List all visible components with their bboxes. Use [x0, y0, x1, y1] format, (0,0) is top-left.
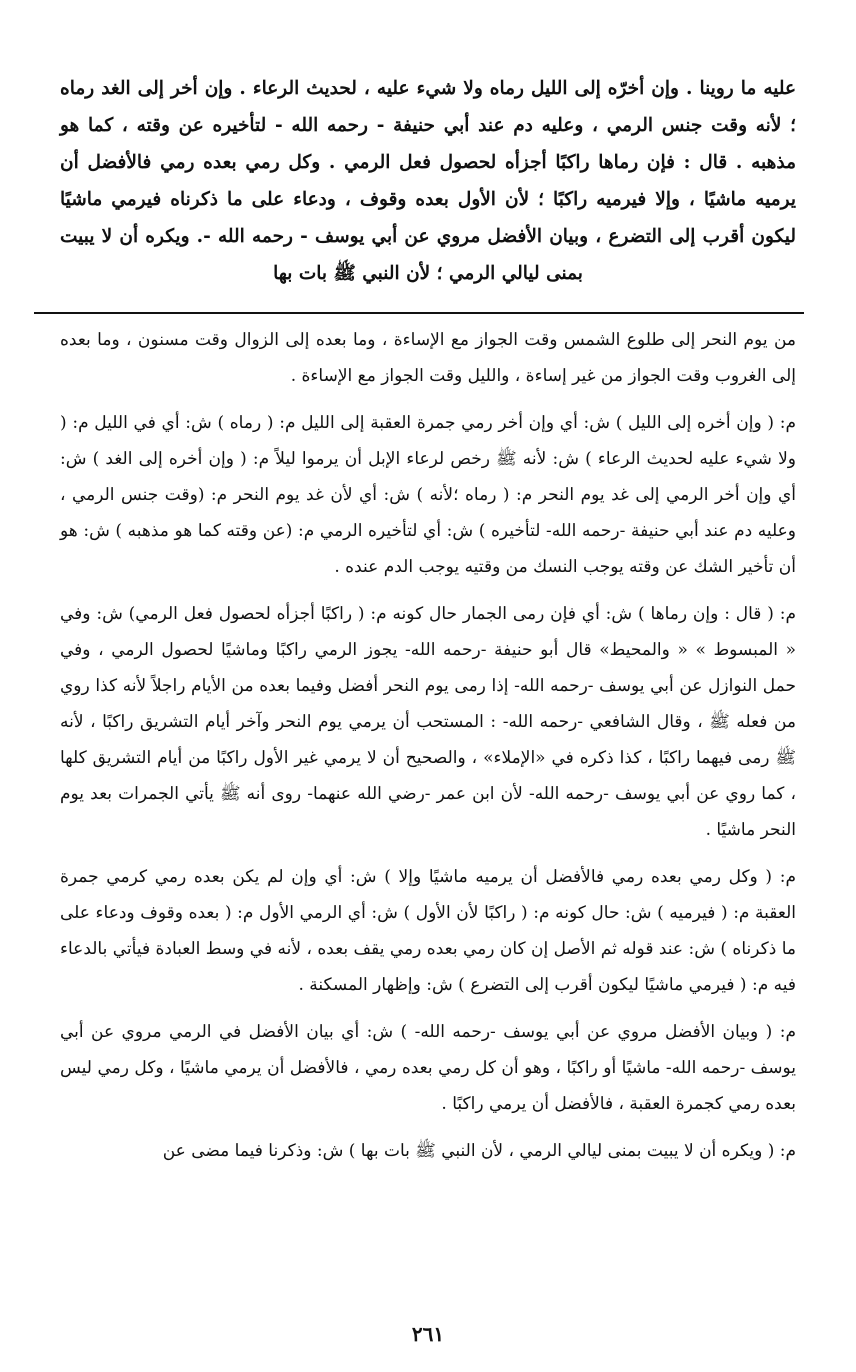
- commentary-paragraph: م: ( ويكره أن لا يبيت بمنى ليالي الرمي ، لأن النبي ﷺ بات بها ) ش: وذكرنا فيما مضى عن: [162, 1141, 796, 1161]
- commentary-paragraph: م: ( وإن أخره إلى الليل ) ش: أي وإن أخر رمي جمرة العقبة إلى الليل م: ( رماه ) ش: أي في الليل م: ( ولا شيء عليه لحديث الرعاء ) ش: لأنه ﷺ رخص لرعاء الإبل أن يرموا ليلاً م: ( وإن أخره إلى الغد ) ش: أي وإن أخر الرمي إلى غد يوم النحر م: ( رماه ؛لأنه ) ش: أي لأن غد يوم النحر م: (وقت جنس الرمي ، وعليه دم عند أبي حنيفة -رحمه الله- لتأخيره ) ش: أي لتأخيره الرمي م: (عن وقته كما هو مذهبه ) ش: هو أن تأخير الشك عن وقته يوجب النسك من وقتيه يوجب الدم عنده .: [60, 413, 796, 577]
- page-number: ٢٦١: [411, 1322, 445, 1346]
- commentary-paragraph: م: ( وبيان الأفضل مروي عن أبي يوسف -رحمه الله- ) ش: أي بيان الأفضل في الرمي مروي عن أبي يوسف -رحمه الله- ماشيًا أو راكبًا ، وهو أن كل رمي بعده رمي ، فالأفضل أن يرمي ماشيًا ، وكل رمي ليس بعده رمي كجمرة العقبة ، فالأفضل أن يرمي راكبًا .: [60, 1022, 796, 1114]
- commentary-paragraph: م: ( قال : وإن رماها ) ش: أي فإن رمى الجمار حال كونه م: ( راكبًا أجزأه لحصول فعل الرمي) ش: وفي « المبسوط » « والمحيط» قال أبو حنيفة -رحمه الله- يجوز الرمي راكبًا وماشيًا لحصول الرمي ، وفي حمل النوازل عن أبي يوسف -رحمه الله- إذا رمى يوم النحر أفضل وفيما بعده من الأيام راجلاً لأنه كذا روي من فعله ﷺ ، وقال الشافعي -رحمه الله- : المستحب أن يرمي يوم النحر وآخر أيام التشريق راكبًا ، لأنه ﷺ رمى فيهما راكبًا ، كذا ذكره في «الإملاء» ، والصحيح أن لا يرمي غير الأول راكبًا من أيام التشريق كلها ، كما روي عن أبي يوسف -رحمه الله- لأن ابن عمر -رضي الله عنهما- روى أنه ﷺ يأتي الجمرات بعد يوم النحر ماشيًا .: [60, 604, 796, 840]
- separator-rule: [34, 312, 804, 314]
- main-text-block: عليه ما روينا . وإن أخرّه إلى الليل رماه ولا شيء عليه ، لحديث الرعاء . وإن أخر إلى الغد رماه ؛ لأنه وقت جنس الرمي ، وعليه دم عند أبي حنيفة - رحمه الله - لتأخيره عن وقته ، كما هو مذهبه . قال : فإن رماها راكبًا أجزأه لحصول فعل الرمي . وكل رمي بعده رمي فالأفضل أن يرميه ماشيًا ، وإلا فيرميه راكبًا ؛ لأن الأول بعده وقوف ، ودعاء على ما ذكرناه فيرمي ماشيًا ليكون أقرب إلى التضرع ، وبيان الأفضل مروي عن أبي يوسف - رحمه الله -. ويكره أن لا يبيت بمنى ليالي الرمي ؛ لأن النبي ﷺ بات بها: [60, 78, 796, 284]
- commentary-section: [60, 322, 796, 1169]
- commentary-paragraph: م: ( وكل رمي بعده رمي فالأفضل أن يرميه ماشيًا وإلا ) ش: أي وإن لم يكن بعده رمي كرمي جمرة العقبة م: ( فيرميه ) ش: حال كونه م: ( راكبًا لأن الأول ) ش: أي الرمي الأول م: ( بعده وقوف ودعاء على ما ذكرناه ) ش: عند قوله ثم الأصل إن كان رمي بعده رمي يقف بعده ، لأنه في وسط العبادة فيأتي بالدعاء فيه م: ( فيرمي ماشيًا ليكون أقرب إلى التضرع ) ش: وإظهار المسكنة .: [60, 867, 796, 995]
- commentary-paragraph: من يوم النحر إلى طلوع الشمس وقت الجواز مع الإساءة ، وما بعده إلى الزوال وقت مسنون ، وما بعده إلى الغروب وقت الجواز من غير إساءة ، والليل وقت الجواز مع الإساءة .: [60, 330, 796, 386]
